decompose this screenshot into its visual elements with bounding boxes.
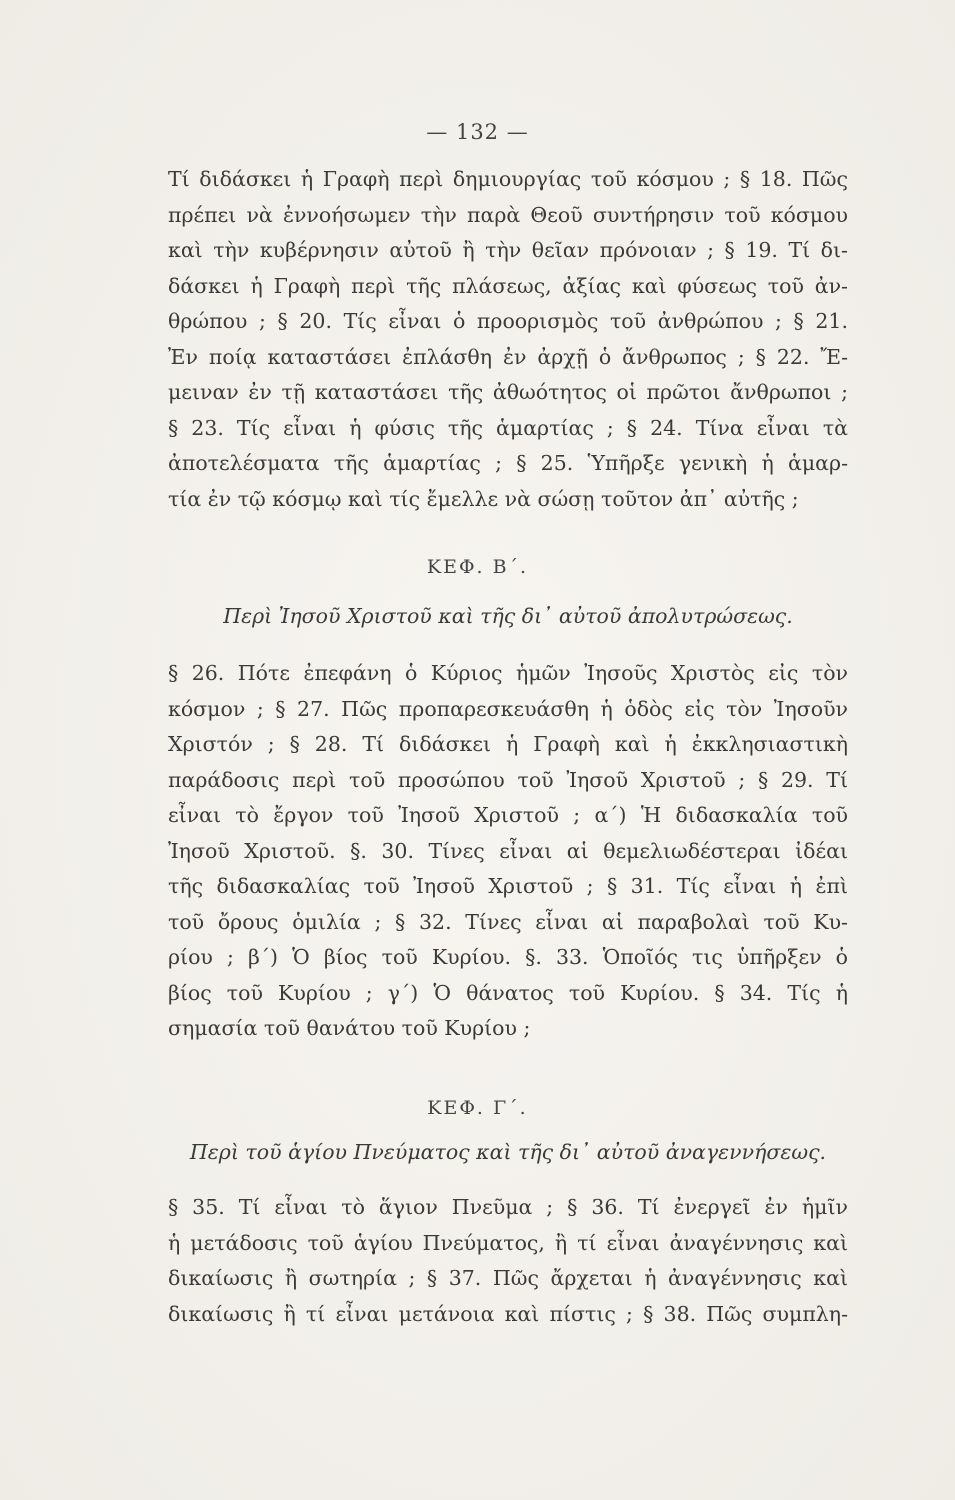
chapter-b-title: Περὶ Ἰησοῦ Χριστοῦ καὶ τῆς δι᾽ αὐτοῦ ἀπολυτρώσεως. xyxy=(223,604,793,628)
text-line: βίος τοῦ Κυρίου ; γ΄) Ὁ θάνατος τοῦ Κυρίου. § 34. Τίς ἡ xyxy=(168,980,848,1005)
paragraph-questions-26-34 xyxy=(168,656,848,1047)
text-line: σημασία τοῦ θανάτου τοῦ Κυρίου ; xyxy=(168,1016,531,1040)
paragraph-questions-18-25 xyxy=(168,162,848,517)
text-line: Ἐν ποίᾳ καταστάσει ἐπλάσθη ἐν ἀρχῇ ὁ ἄνθρωπος ; § 22. Ἔ- xyxy=(168,344,848,369)
text-line: μειναν ἐν τῇ καταστάσει τῆς ἀθωότητος οἱ πρῶτοι ἄνθρωποι ; xyxy=(168,380,848,404)
chapter-c-heading: ΚΕΦ. Γ΄. xyxy=(427,1097,528,1119)
text-line: Τί διδάσκει ἡ Γραφὴ περὶ δημιουργίας τοῦ κόσμου ; § 18. Πῶς xyxy=(168,167,848,191)
text-line: δικαίωσις ἢ σωτηρία ; § 37. Πῶς ἄρχεται ἡ ἀναγέννησις καὶ xyxy=(168,1266,848,1290)
page-number: — 132 — xyxy=(426,120,529,144)
text-line: πρέπει νὰ ἐννοήσωμεν τὴν παρὰ Θεοῦ συντήρησιν τοῦ κόσμου xyxy=(168,202,848,227)
text-line: τῆς διδασκαλίας τοῦ Ἰησοῦ Χριστοῦ ; § 31. Τίς εἶναι ἡ ἐπὶ xyxy=(168,874,848,898)
paragraph-questions-35-38 xyxy=(168,1190,848,1332)
text-line: § 35. Τί εἶναι τὸ ἅγιον Πνεῦμα ; § 36. Τί ἐνεργεῖ ἐν ἡμῖν xyxy=(168,1195,848,1219)
text-line: καὶ τὴν κυβέρνησιν αὐτοῦ ἢ τὴν θεῖαν πρόνοιαν ; § 19. Τί δι- xyxy=(168,238,848,262)
text-line: ἡ μετάδοσις τοῦ ἁγίου Πνεύματος, ἢ τί εἶναι ἀναγέννησις καὶ xyxy=(168,1230,848,1255)
text-line: θρώπου ; § 20. Τίς εἶναι ὁ προορισμὸς τοῦ ἀνθρώπου ; § 21. xyxy=(168,309,848,333)
text-line: ρίου ; β΄) Ὁ βίος τοῦ Κυρίου. §. 33. Ὁποῖός τις ὑπῆρξεν ὁ xyxy=(168,945,848,969)
text-line: δικαίωσις ἢ τί εἶναι μετάνοια καὶ πίστις ; § 38. Πῶς συμπλη- xyxy=(168,1301,848,1326)
text-line: § 26. Πότε ἐπεφάνη ὁ Κύριος ἡμῶν Ἰησοῦς Χριστὸς εἰς τὸν xyxy=(168,661,848,685)
text-line: εἶναι τὸ ἔργον τοῦ Ἰησοῦ Χριστοῦ ; α΄) Ἡ διδασκαλία τοῦ xyxy=(168,803,848,827)
chapter-c-title: Περὶ τοῦ ἁγίου Πνεύματος καὶ τῆς δι᾽ αὐτοῦ ἀναγεννήσεως. xyxy=(189,1140,827,1164)
text-line: τοῦ ὄρους ὁμιλία ; § 32. Τίνες εἶναι αἱ παραβολαὶ τοῦ Κυ- xyxy=(168,909,848,934)
text-line: τία ἐν τῷ κόσμῳ καὶ τίς ἔμελλε νὰ σώσῃ τοῦτον ἀπ᾽ αὐτῆς ; xyxy=(168,486,799,511)
text-line: Χριστόν ; § 28. Τί διδάσκει ἡ Γραφὴ καὶ ἡ ἐκκλησιαστικὴ xyxy=(168,732,848,756)
text-line: κόσμον ; § 27. Πῶς προπαρεσκευάσθη ἡ ὁδὸς εἰς τὸν Ἰησοῦν xyxy=(168,696,848,721)
text-line: ἀποτελέσματα τῆς ἁμαρτίας ; § 25. Ὑπῆρξε γενικὴ ἡ ἁμαρ- xyxy=(168,451,848,475)
chapter-b-heading: ΚΕΦ. Β΄. xyxy=(426,556,529,578)
text-line: δάσκει ἡ Γραφὴ περὶ τῆς πλάσεως, ἀξίας καὶ φύσεως τοῦ ἀν- xyxy=(168,273,848,298)
text-line: παράδοσις περὶ τοῦ προσώπου τοῦ Ἰησοῦ Χριστοῦ ; § 29. Τί xyxy=(168,767,848,792)
text-line: § 23. Τίς εἶναι ἡ φύσις τῆς ἁμαρτίας ; § 24. Τίνα εἶναι τὰ xyxy=(168,415,848,440)
text-line: Ἰησοῦ Χριστοῦ. §. 30. Τίνες εἶναι αἱ θεμελιωδέστεραι ἰδέαι xyxy=(168,838,848,863)
